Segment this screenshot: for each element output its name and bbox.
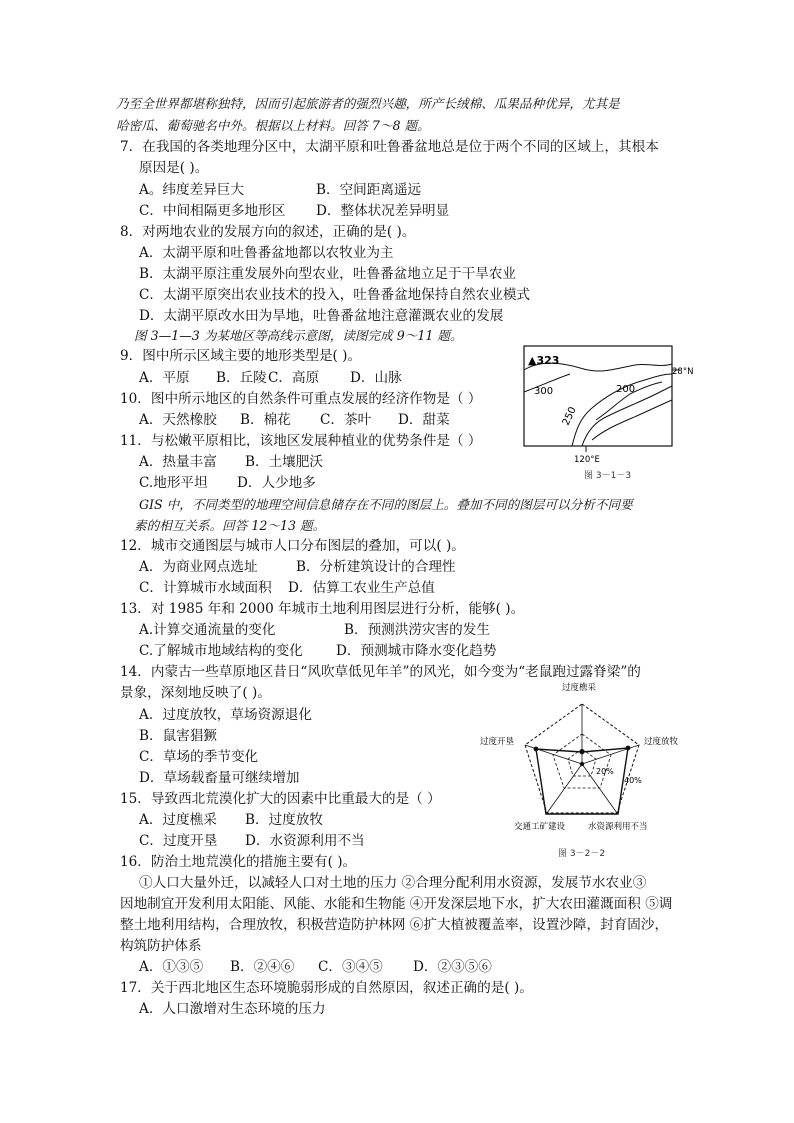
text-line: C．草场的季节变化 [139,749,259,765]
text-line: 原因是( )。 [139,160,209,176]
latitude-label: 28°N [672,367,694,377]
text-line: A．①③⑤ [139,959,204,975]
text-line: 构筑防护体系 [120,938,202,954]
contour-map [520,340,700,490]
text-line: B．②④⑥ [230,959,295,975]
contour-label-200: 200 [616,384,636,395]
text-line: D．整体状况差异明显 [316,203,450,219]
text-line: C．高原 [268,370,320,386]
text-line: C．过度开垦 [139,833,218,849]
text-line: C．太湖平原突出农业技术的投入，吐鲁番盆地保持自然农业模式 [139,287,531,303]
text-line: A．人口激增对生态环境的压力 [139,1001,326,1017]
peak-label: ▲323 [528,354,560,367]
axis-label-construction: 交通工矿建设 [514,822,566,832]
text-line: ①人口大量外迁，以减轻人口对土地的压力 ②合理分配利用水资源，发展节水农业③ [139,875,647,891]
text-line: 图 3—1—3 为某地区等高线示意图，读图完成 9～11 题。 [134,328,463,343]
text-line: 11．与松嫩平原相比，该地区发展种植业的优势条件是（ ） [120,433,482,449]
text-line: B．鼠害猖獗 [139,728,217,744]
text-line: 乃至全世界都堪称独特，因而引起旅游者的强烈兴趣，所产长绒棉、瓜果品种优异，尤其是 [116,96,620,111]
figure-322-caption: 图 3－2－2 [558,849,606,859]
text-line: D．草场载畜量可继续增加 [139,770,300,786]
ring-label-40: 40% [624,776,642,785]
text-line: D．②③⑤⑥ [413,959,492,975]
text-line: D．人少地多 [237,475,316,491]
contour-label-300: 300 [534,386,554,397]
text-line: B．太湖平原注重发展外向型农业，吐鲁番盆地立足于干旱农业 [139,266,517,282]
text-line: D．预测城市降水变化趋势 [336,643,497,659]
text-line: B．丘陵 [216,370,267,386]
text-line: 10．图中所示地区的自然条件可重点发展的经济作物是（ ） [120,391,482,407]
text-line: 因地制宜开发利用太阳能、风能、水能和生物能 ④开发深层地下水，扩大农田灌溉面积 ⑤调 [120,896,673,912]
radar-chart [478,680,702,862]
axis-label-overgrazing: 过度放牧 [644,737,679,747]
text-line: A．为商业网点选址 [139,559,258,575]
text-line: 17．关于西北地区生态环境脆弱形成的自然原因，叙述正确的是( )。 [120,980,533,996]
ring-label-20: 20% [596,767,614,776]
text-line: B．土壤肥沃 [245,454,323,470]
contour-label-250: 250 [560,405,579,428]
text-line: C.地形平坦 [139,475,208,491]
text-line: A.计算交通流量的变化 [139,622,276,638]
text-line: A．过度樵采 [139,812,217,828]
text-line: 整土地利用结构，合理放牧，积极营造防护林网 ⑥扩大植被覆盖率，设置沙障，封育固沙， [120,917,669,933]
axis-label-water-misuse: 水资源利用不当 [588,822,648,832]
text-line: B．棉花 [240,412,291,428]
text-line: GIS 中，不同类型的地理空间信息储存在不同的图层上。叠加不同的图层可以分析不同要 [139,497,633,512]
text-line: 14．内蒙古一些草原地区昔日“风吹草低见年羊”的风光，如今变为“老鼠跑过露脊梁”的 [120,664,641,680]
figure-313-caption: 图 3－1－3 [584,471,632,481]
text-line: D．山脉 [350,370,402,386]
text-line: B．过度放牧 [245,812,323,828]
text-line: D．甜菜 [398,412,450,428]
text-line: D．估算工农业生产总值 [288,580,435,596]
text-line: C．中间相隔更多地形区 [139,203,286,219]
text-line: 15．导致西北荒漠化扩大的因素中比重最大的是（ ） [120,791,441,807]
text-line: B．预测洪涝灾害的发生 [344,622,490,638]
text-line: C.了解城市地域结构的变化 [139,643,303,659]
text-line: A．热量丰富 [139,454,217,470]
axis-label-overcutting: 过度樵采 [562,683,597,693]
text-line: A．天然橡胶 [139,412,217,428]
text-line: C．③④⑤ [318,959,383,975]
text-line: A。纬度差异巨大 [139,182,244,198]
text-line: 景象，深刻地反映了( )。 [120,685,271,701]
text-line: 8．对两地农业的发展方向的叙述，正确的是( )。 [120,224,416,240]
contour-map-figure [520,340,700,490]
text-line: 16．防治土地荒漠化的措施主要有( )。 [120,854,357,870]
longitude-label: 120°E [574,455,600,465]
text-line: 哈密瓜、葡萄驰名中外。根据以上材料。回答 7～8 题。 [116,118,430,133]
text-line: 7．在我国的各类地理分区中，太湖平原和吐鲁番盆地总是位于两个不同的区域上，其根本 [120,139,659,155]
text-line: A．平原 [139,370,190,386]
text-line: A．太湖平原和吐鲁番盆地都以农牧业为主 [139,245,394,261]
text-line: A．过度放牧，草场资源退化 [139,707,312,723]
text-line: D．水资源利用不当 [245,833,365,849]
text-line: 9．图中所示区域主要的地形类型是( )。 [120,348,362,364]
axis-label-overreclamation: 过度开垦 [480,737,515,747]
radar-figure [478,680,702,862]
text-line: C．茶叶 [320,412,372,428]
text-line: B．空间距离遥远 [316,182,422,198]
text-line: D．太湖平原改水田为旱地，吐鲁番盆地注意灌溉农业的发展 [139,308,504,324]
text-line: 12．城市交通图层与城市人口分布图层的叠加，可以( )。 [120,538,465,554]
text-line: 13．对 1985 年和 2000 年城市土地利用图层进行分析，能够( )。 [120,601,525,617]
text-line: 素的相互关系。回答 12～13 题。 [134,518,326,533]
text-line: B．分析建筑设计的合理性 [296,559,456,575]
text-line: C．计算城市水域面积 [139,580,272,596]
